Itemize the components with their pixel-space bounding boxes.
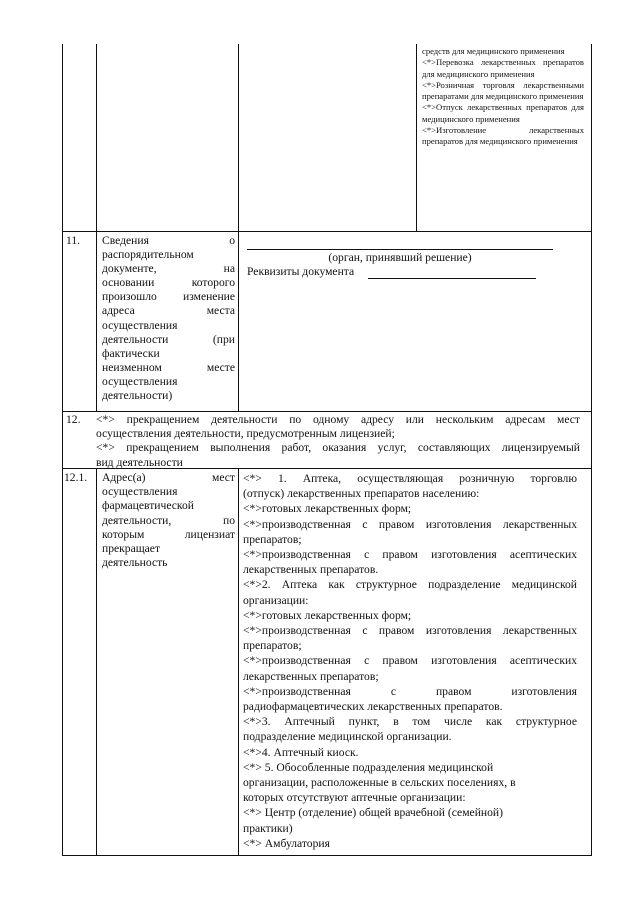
row121-label: Адрес(а) мест осуществления фармацевтической деятельности, по которым лицензиат прекращает деятельность	[102, 471, 235, 570]
list-item: организации, расположенные в сельских поселениях, в	[243, 776, 516, 790]
row11-label: Сведения о распорядительном документе, на основании которого произошло изменение адреса места осуществления деятельности (при фактически неизменном месте осуществления деятельности)	[102, 234, 235, 403]
list-item: <*>4. Аптечный киоск.	[243, 745, 359, 759]
row-number-11: 11.	[66, 234, 81, 247]
list-item: <*>3. Аптечный пункт, в том числе как структурное	[243, 715, 577, 729]
list-item: <*>производственная с правом изготовления лекарственных	[243, 517, 577, 531]
list-item: <*>производственная с правом изготовления асептических	[243, 548, 577, 562]
list-item: <*>Отпуск лекарственных препаратов для медицинского применения	[422, 102, 584, 124]
list-item: радиофармацевтических лекарственных препаратов.	[243, 700, 503, 714]
list-item: средств для медицинского применения	[422, 46, 565, 56]
list-item: <*>производственная с правом изготовления лекарственных	[243, 624, 577, 638]
row-number-12: 12.	[66, 413, 81, 426]
list-item: <*> 5. Обособленные подразделения медицинской	[243, 760, 494, 774]
list-item: <*>Перевозка лекарственных препаратов для медицинского применения	[422, 57, 584, 79]
requisites-label: Реквизиты документа	[247, 265, 355, 278]
list-item: <*>производственная с правом изготовления	[243, 684, 577, 698]
list-item: <*>готовых лекарственных форм;	[243, 608, 412, 622]
list-item: <*>Изготовление лекарственных препаратов для медицинского применения	[422, 125, 584, 147]
list-item: препаратов;	[243, 532, 302, 546]
list-item: (отпуск) лекарственных препаратов населению:	[243, 487, 480, 501]
list-item: лекарственных препаратов;	[243, 669, 379, 683]
list-item: организации:	[243, 593, 309, 607]
list-item: <*>готовых лекарственных форм;	[243, 502, 412, 516]
list-item: лекарственных препаратов.	[243, 563, 379, 577]
list-item: подразделение медицинской организации.	[243, 730, 452, 744]
row121-options	[243, 471, 577, 851]
list-item: <*>2. Аптека как структурное подразделение медицинской	[243, 578, 577, 592]
list-item: препаратов;	[243, 639, 302, 653]
list-item: <*>Розничная торговля лекарственными препаратами для медицинского применения	[422, 79, 584, 102]
organ-caption: (орган, принявший решение)	[328, 251, 472, 264]
requisites-underline	[368, 278, 536, 279]
list-item: практики)	[243, 821, 293, 835]
top-row-text	[422, 46, 584, 148]
list-item: <*> Центр (отделение) общей врачебной (семейной)	[243, 806, 503, 820]
list-item: <*> 1. Аптека, осуществляющая розничную торговлю	[243, 472, 577, 485]
row12-text: <*> прекращением деятельности по одному адресу или нескольким адресам мест осуществления деятельности, предусмотренным лицензией; <*> прекращением выполнения работ, оказания услуг, составляющих лицензируемый вид деятельности	[96, 413, 580, 469]
row-number-12-1: 12.1.	[64, 471, 88, 484]
list-item: которых отсутствуют аптечные организации:	[243, 791, 466, 805]
list-item: <*> Амбулатория	[243, 836, 330, 850]
organ-underline	[247, 249, 553, 250]
list-item: <*>производственная с правом изготовления асептических	[243, 654, 577, 668]
